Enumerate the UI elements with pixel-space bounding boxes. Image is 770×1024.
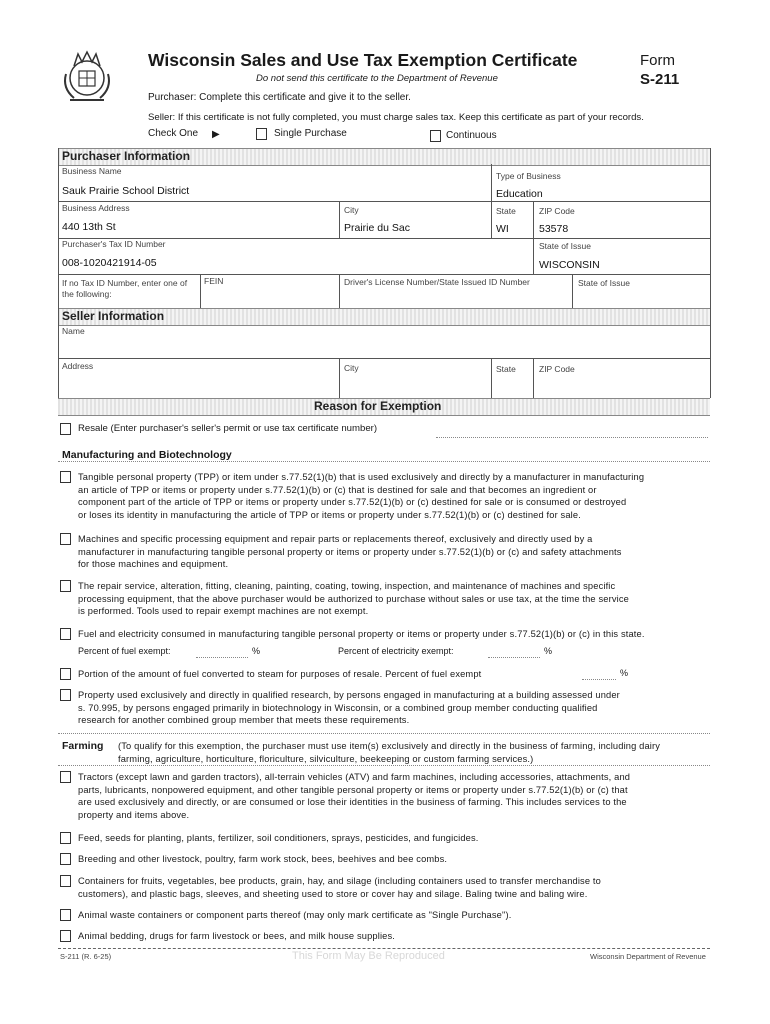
fein-label: FEIN: [204, 276, 224, 286]
steam-percent-sign: %: [620, 668, 629, 678]
form-label: Form: [640, 52, 675, 69]
seller-address-label: Address: [62, 361, 94, 371]
farm-containers-checkbox[interactable]: [60, 875, 71, 887]
farm-tractors-checkbox[interactable]: [60, 771, 71, 783]
tax-id-value[interactable]: 008-1020421914-05: [62, 257, 157, 269]
resale-checkbox[interactable]: [60, 423, 71, 435]
farm-containers-text: Containers for fruits, vegetables, bee products, grain, hay, and silage (including containers used to transfer merchandise to customers), and plastic bags, sleeves, and sheeting used to store or cover hay and silage. Baling twine and baling wire.: [78, 876, 601, 899]
mfg-tpp-text: Tangible personal property (TPP) or item under s.77.52(1)(b) that is used exclusively and directly by a manufacturer in manufacturing an article of TPP or items or property under s.77.52(1)(b) or (c) that is destined for sale and that becomes an ingredient or component part of the article of TPP or items or property under s.77.52(1)(b) or (c) destined for sale or is consumed or destroyed or loses its identity in manufacturing the article of TPP or items or property under s.77.52(1)(b) or (c) destined for sale.: [78, 472, 645, 520]
drivers-license-label: Driver's License Number/State Issued ID Number: [344, 277, 530, 287]
form-revision: S-211 (R. 6-25): [60, 952, 112, 961]
single-purchase-checkbox[interactable]: [256, 128, 267, 140]
type-of-business-value[interactable]: Education: [496, 188, 543, 200]
fuel-electricity-text: Fuel and electricity consumed in manufacturing tangible personal property or items or property under s.77.52(1)(b) or (c) in this state.: [78, 629, 645, 639]
mfg-machines-text: Machines and specific processing equipment and repair parts or replacements thereof, exclusively and directly used by a manufacturer in manufacturing tangible personal property or items or property under s.77.52(1)(b) or (c) and safety attachments for those machines and equipment.: [78, 534, 622, 569]
farm-bedding-text: Animal bedding, drugs for farm livestock or bees, and milk house supplies.: [78, 931, 396, 941]
reason-section-header: [58, 398, 710, 416]
state-of-issue-value[interactable]: WISCONSIN: [539, 259, 600, 271]
single-purchase-label: Single Purchase: [274, 128, 347, 139]
mfg-repair-text: The repair service, alteration, fitting, cleaning, painting, coating, towing, inspection, and maintenance of machines and specific processing equipment, that the above purchaser would be authorized to purchase without sales or use tax, at the time the service is performed. Tools used to repair exempt machines are not exempt.: [78, 581, 629, 616]
no-tax-id-label: If no Tax ID Number, enter one of the following:: [62, 278, 188, 299]
farm-waste-text: Animal waste containers or component parts thereof (may only mark certificate as "Single Purchase").: [78, 910, 512, 920]
fuel-percent-sign: %: [252, 646, 261, 656]
tax-id-label: Purchaser's Tax ID Number: [62, 239, 166, 249]
farm-breeding-text: Breeding and other livestock, poultry, farm work stock, bees, beehives and bee combs.: [78, 854, 448, 864]
business-name-value[interactable]: Sauk Prairie School District: [62, 185, 190, 197]
seller-instruction: Seller: If this certificate is not fully completed, you must charge sales tax. Keep this certificate as part of your records.: [148, 112, 644, 123]
zip-value[interactable]: 53578: [539, 223, 569, 235]
farm-waste-checkbox[interactable]: [60, 909, 71, 921]
state-of-issue-label: State of Issue: [539, 241, 591, 251]
reproduce-watermark: This Form May Be Reproduced: [292, 950, 445, 962]
research-text: Property used exclusively and directly in qualified research, by persons engaged in manufacturing at a building assessed under s. 70.995, by persons engaged primarily in biotechnology in Wisconsin, or a combined group member conducting qualified research for another combined group member that meets these requirements.: [78, 690, 620, 725]
business-name-label: Business Name: [62, 166, 122, 176]
reason-section-title: Reason for Exemption: [314, 399, 442, 413]
farm-bedding-checkbox[interactable]: [60, 930, 71, 942]
farm-breeding-checkbox[interactable]: [60, 853, 71, 865]
seller-name-label: Name: [62, 326, 85, 336]
farming-intro: (To qualify for this exemption, the purchaser must use item(s) exclusively and directly in the business of farming, including dairy farming, agriculture, horticulture, floriculture, silviculture, beekeeping or custom farming services.): [118, 741, 661, 764]
farm-feed-checkbox[interactable]: [60, 832, 71, 844]
farm-feed-text: Feed, seeds for planting, plants, fertilizer, soil conditioners, sprays, pesticides, and fungicides.: [78, 833, 479, 843]
form-number: S-211: [640, 71, 680, 88]
continuous-label: Continuous: [446, 130, 497, 141]
form-subtitle: Do not send this certificate to the Department of Revenue: [256, 73, 498, 84]
seller-city-label: City: [344, 363, 359, 373]
business-address-value[interactable]: 440 13th St: [62, 221, 116, 233]
continuous-checkbox[interactable]: [430, 130, 441, 142]
seller-section-header: [58, 308, 710, 326]
check-one-label: Check One: [148, 128, 199, 139]
electricity-percent-label: Percent of electricity exempt:: [338, 646, 454, 656]
purchaser-section-title: Purchaser Information: [62, 149, 191, 163]
farm-tractors-text: Tractors (except lawn and garden tractors), all-terrain vehicles (ATV) and farm machines, including accessories, attachments, and parts, lubricants, nonpowered equipment, and other tangible personal property or items or property under s.77.52(1)(b) or (c) that are used exclusively and directly, or are consumed or lose their identities in the business of farming. This includes services to the property and items above.: [78, 772, 631, 820]
form-title: Wisconsin Sales and Use Tax Exemption Certificate: [148, 50, 578, 70]
zip-label: ZIP Code: [539, 206, 575, 216]
seller-zip-label: ZIP Code: [539, 364, 575, 374]
type-of-business-label: Type of Business: [496, 171, 561, 181]
purchaser-section-header: [58, 148, 710, 166]
manufacturing-heading: Manufacturing and Biotechnology: [62, 449, 232, 461]
research-checkbox[interactable]: [60, 689, 71, 701]
steam-text: Portion of the amount of fuel converted to steam for purposes of resale. Percent of fuel exempt: [78, 669, 482, 679]
department-name: Wisconsin Department of Revenue: [590, 952, 706, 961]
mfg-tpp-checkbox[interactable]: [60, 471, 71, 483]
seller-section-title: Seller Information: [62, 309, 165, 323]
mfg-machines-checkbox[interactable]: [60, 533, 71, 545]
business-address-label: Business Address: [62, 203, 130, 213]
arrow-right-icon: ▶: [212, 129, 220, 140]
purchaser-instruction: Purchaser: Complete this certificate and give it to the seller.: [148, 92, 411, 103]
steam-checkbox[interactable]: [60, 668, 71, 680]
state-value[interactable]: WI: [496, 223, 509, 235]
city-value[interactable]: Prairie du Sac: [344, 222, 410, 234]
mfg-repair-checkbox[interactable]: [60, 580, 71, 592]
resale-label: Resale (Enter purchaser's seller's permit or use tax certificate number): [78, 423, 378, 434]
state-label: State: [496, 206, 516, 216]
fuel-electricity-checkbox[interactable]: [60, 628, 71, 640]
state-seal: [56, 44, 118, 106]
electricity-percent-sign: %: [544, 646, 553, 656]
dl-state-of-issue-label: State of Issue: [578, 278, 630, 288]
seller-state-label: State: [496, 364, 516, 374]
farming-heading: Farming: [62, 740, 104, 752]
fuel-percent-label: Percent of fuel exempt:: [78, 646, 171, 656]
city-label: City: [344, 205, 359, 215]
